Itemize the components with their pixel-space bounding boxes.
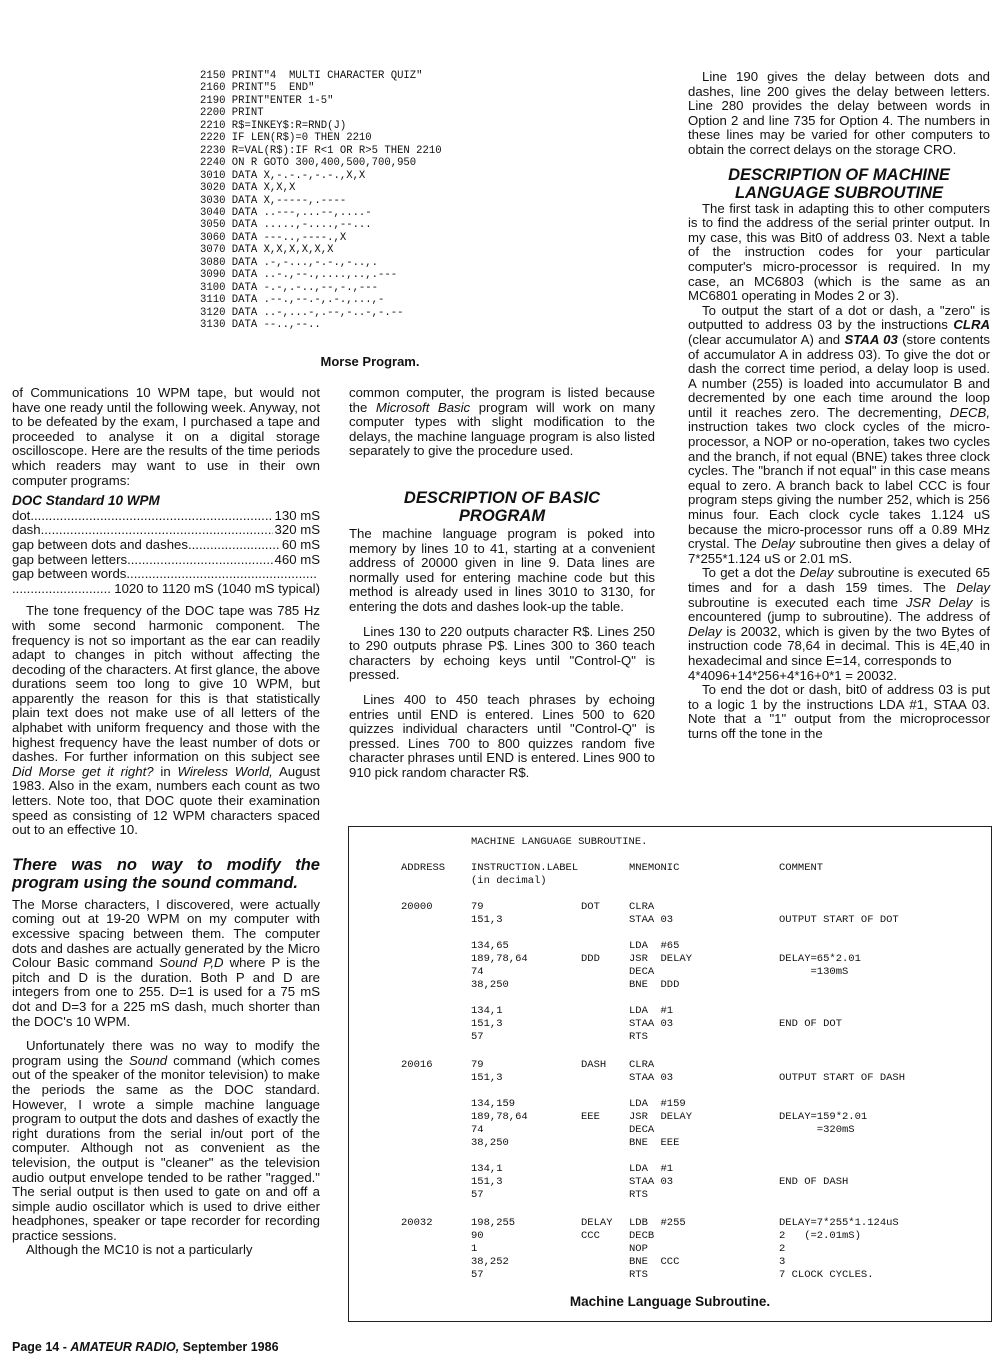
p4-delay1: Delay [799,565,834,581]
ml-cell-mnemonic: LDA #1 [629,1163,674,1175]
listing-line: 3060 DATA ---..,----.,X [200,231,347,244]
ml-cell-comment: OUTPUT START OF DASH [779,1072,906,1084]
ml-cell-label: CCC [581,1230,600,1242]
doc-table-row [12,538,320,553]
tone-end: August 1983. Also in the exam, numbers each count as two letters. Note too, that DOC quote their examination speed as consisting of 12 WPM characters spaced out to an effective 10. [12,763,320,838]
ml-cell-mnemonic: LDA #65 [629,940,680,952]
ml-cell-comment: END OF DASH [779,1176,849,1188]
section-heading-basic: DESCRIPTION OF BASIC PROGRAM [403,488,601,525]
ml-cell-instruction: 74 [471,966,484,978]
p3-a: To output the start of a dot or dash, a "zero" is outputted to address 03 by the instructions [688,302,990,333]
tone-mag: Wireless World, [177,763,273,779]
ml-cell-instruction: 134,65 [471,940,509,952]
listing-line: 3090 DATA ..-.,--.,....,..,.--- [200,269,398,282]
ml-cell-comment: DELAY=65*2.01 [779,953,861,965]
listing-line: 2150 PRINT"4 MULTI CHARACTER QUIZ" [200,70,423,82]
footer-date: September 1986 [182,1340,279,1354]
doc-table-value: 1020 to 1120 mS (1040 mS typical) [114,580,320,596]
ml-cell-mnemonic: RTS [629,1269,648,1281]
ml-cell-instruction: 151,3 [471,1176,503,1188]
p3-c: (store contents of accumulator A in address 03). To give the dot or dash the correct time period, a delay loop is used. A number (255) is loaded into accumulator B and decremented by one each time around the loop until it reaches zero. The decrementing, [688,331,990,420]
listing-line: 3020 DATA X,X,X [200,182,296,195]
unf-cmd: Sound [129,1052,168,1068]
listing-line: 3080 DATA .-,-...,-.-.,-..,. [200,256,379,269]
doc-table-label: gap between words [12,566,127,582]
ml-cell-instruction: 74 [471,1124,484,1136]
doc-table-row [12,523,320,538]
p3-b: (clear accumulator A) and [688,331,841,347]
ml-cell-comment: 2 [779,1243,786,1255]
ml-cell-comment: END OF DOT [779,1018,843,1030]
ml-cell-instruction: 57 [471,1031,484,1043]
footer-page: Page 14 - [12,1340,67,1354]
ml-cell-mnemonic: LDA #159 [629,1098,686,1110]
listing-line: 3050 DATA .....,-....,--... [200,219,372,232]
ml-cell-mnemonic: LDB #255 [629,1217,686,1229]
ml-cell-comment: =320mS [779,1124,855,1136]
p3-clra: CLRA [953,317,990,333]
tone-text: The tone frequency of the DOC tape was 785 Hz with some second harmonic component. The frequency is not so important as the ear can readily adapt to changes in pitch without affecting the decoding of the characters. At first glance, the above durations seem too long to give 10 WPM, but apparently the reason for this is that statistically plain text does not make use of all letters of the alphabet with uniform frequency and those with the highest frequency have the least number of dots or dashes. For further information on this subject see [12,603,320,765]
table-title: DOC Standard 10 WPM [12,493,160,509]
ml-cell-mnemonic: NOP [629,1243,648,1255]
paragraph-basic-3: Lines 400 to 450 teach phrases by echoing entries until END is entered. Lines 500 to 620 quizzes individual characters until "Control-Q" is pressed. Lines 700 to 800 quizzes random five character phrases until END is entered. Lines 900 to 910 pick random character R$. [349,691,655,780]
ml-cell-address: 20032 [401,1217,433,1229]
ml-cell-mnemonic: STAA 03 [629,1018,674,1030]
ml-cell-mnemonic: CLRA [629,901,655,913]
listing-line: 2220 IF LEN(R$)=0 THEN 2210 [200,132,372,145]
paragraph-basic-2: Lines 130 to 220 outputs character R$. Lines 250 to 290 outputs phrase P$. Lines 300 to 360 teach characters by echoing keys until "Control-Q" is pressed. [349,623,655,683]
p4-delay2: Delay [956,580,991,595]
listing-line: 2230 R=VAL(R$):IF R<1 OR R>5 THEN 2210 [200,144,442,157]
listing-caption: Morse Program. [320,354,420,369]
listing-line: 3030 DATA X,-----,.---- [200,194,347,207]
listing-line: 2160 PRINT"5 END" [200,82,315,95]
ml-cell-label: DDD [581,953,600,965]
listing-line: 3040 DATA ..---,...--,....- [200,206,372,219]
doc-table-value [318,567,320,582]
ml-cell-mnemonic: STAA 03 [629,1072,674,1084]
leader-dots [12,582,112,597]
leader-dots [188,538,280,553]
paragraph-output-start [688,304,990,567]
column-1 [12,386,320,1258]
ml-cell-instruction: 1 [471,1243,478,1255]
doc-table-value: 130 mS [274,507,320,523]
paragraph-get-dot [688,566,990,683]
doc-table-label: gap between letters [12,551,128,567]
paragraph-intro: of Communications 10 WPM tape, but would not have one ready until the following week. Anyway, not to be defeated by the exam, I purchased a tape and proceeded to analyse it on a digital storage oscilloscope. Here are the results of the time periods which readers may want to use in their own computer programs: [12,385,320,488]
ml-cell-instruction: 134,1 [471,1005,503,1017]
doc-table-value: 320 mS [274,522,320,538]
doc-table-row [12,509,320,524]
listing-line: 3110 DATA .--.,--.-,.-.,...,- [200,294,385,307]
ml-cell-mnemonic: JSR DELAY [629,953,693,965]
doc-table-row [12,567,320,582]
ml-cell-instruction: 134,1 [471,1163,503,1175]
common-text-a: common computer, the program is listed because the [349,385,655,415]
column-3 [688,70,990,742]
machine-language-table [348,826,992,1322]
ml-cell-comment: =130mS [779,966,849,978]
ml-cell-mnemonic: DECA [629,966,655,978]
section-heading-machine: DESCRIPTION OF MACHINE LANGUAGE SUBROUTINE [728,165,950,202]
paragraph-basic-1: The machine language program is poked into memory by lines 10 to 41, starting at a convenient address of 20000 given in line 9. Data lines are normally used for entering machine code but this method is already used in lines 3010 to 3130, for entering the dots and dashes look-up the table. [349,525,655,614]
doc-table-label: dot [12,507,31,523]
tone-ref: Did Morse get it right? [12,763,154,779]
ml-cell-mnemonic: DECA [629,1124,655,1136]
ml-cell-mnemonic: DECB [629,1230,655,1242]
listing-line: 3100 DATA -.-,.-..,--,-.,--- [200,281,379,294]
ml-header-comment: COMMENT [779,862,824,874]
ml-cell-comment: 2 (=2.01mS) [779,1230,861,1242]
doc-table-label: gap between dots and dashes [12,536,188,552]
p4-b: subroutine is executed 65 times and for a dash 159 times. The [688,565,991,595]
morse-text-a: The Morse characters, I discovered, were actually coming out at 19-20 WPM on my computer with excessive spacing between them. The computer dots and dashes are actually generated by the Micro Colour Basic command [12,896,320,971]
ml-cell-address: 20016 [401,1059,433,1071]
section-heading-sound: There was no way to modify the program using the sound command. [12,855,320,892]
leader-dots [127,553,272,568]
ml-table-title: MACHINE LANGUAGE SUBROUTINE. [471,836,648,848]
listing-line: 3010 DATA X,-.-.-,-.-.,X,X [200,169,366,182]
ml-cell-mnemonic: CLRA [629,1059,655,1071]
common-mb: Microsoft Basic [375,399,471,415]
paragraph-end-dot: To end the dot or dash, bit0 of address 03 is put to a logic 1 by the instructions LDA #1, STAA 03. Note that a "1" output from the microprocessor turns off the tone in the [688,682,990,741]
paragraph-mc10: Although the MC10 is not a particularly [26,1242,253,1258]
paragraph-first-task: The first task in adapting this to other computers is to find the address of the serial printer output. In my case, this was Bit0 of address 03. Next a table of the instruction codes for your particular computer's micro-processor is required. In my case, an MC6803 (which is the same as an MC6801 operating in Modes 2 or 3). [688,200,990,304]
paragraph-line190: Line 190 gives the delay between dots and dashes, line 200 gives the delay between letters. Line 280 provides the delay between words in Option 2 and line 735 for Option 4. The numbers in these lines may be varied for other computers to obtain the correct delays on the storage CRO. [688,69,990,157]
p4-c: subroutine is executed each time [688,594,898,610]
doc-table-row [12,582,320,597]
ml-cell-mnemonic: LDA #1 [629,1005,674,1017]
listing-line: 2210 R$=INKEY$:R=RND(J) [200,119,347,132]
ml-cell-label: DOT [581,901,600,913]
ml-cell-mnemonic: STAA 03 [629,914,674,926]
p4-a: To get a dot the [702,565,796,581]
ml-cell-comment: DELAY=7*255*1.124uS [779,1217,899,1229]
paragraph-common [349,386,655,459]
paragraph-tone [12,604,320,838]
ml-cell-mnemonic: BNE DDD [629,979,680,991]
ml-cell-comment: 3 [779,1256,786,1268]
ml-cell-instruction: 189,78,64 [471,953,528,965]
ml-cell-mnemonic: RTS [629,1189,648,1201]
leader-dots [30,509,272,524]
p4-formula: 4*4096+14*256+4*16+0*1 = 20032. [688,667,898,683]
ml-cell-comment: 7 CLOCK CYCLES. [779,1269,874,1281]
ml-cell-mnemonic: BNE CCC [629,1256,680,1268]
ml-cell-instruction: 151,3 [471,1018,503,1030]
listing-line: 2200 PRINT [200,107,264,120]
common-text-b: program will work on many computer types with slight modification to the delays, the machine language program is also listed separately to give the procedure used. [349,399,655,459]
tone-in: in [160,763,171,779]
p4-d: is encountered (jump to subroutine). The address of [688,594,991,625]
unf-text-b: command (which comes out of the speaker of the monitor television) to make the periods the same as the DOC standard. However, I wrote a simple machine language program to output the dots and dashes of exactly the right durations from the serial in/out port of the computer. Although not as convenient as the television, the output is "cleaner" as the television audio output envelope tended to be rather "ragged." The serial output is then used to gate on and off a simple audio oscillator which is used to drive either headphones, speaker or tape recorder for recording practice sessions. [12,1052,321,1243]
doc-table-value: 460 mS [274,551,320,567]
p4-jsr: JSR Delay [905,594,973,610]
morse-cmd: Sound P,D [159,955,224,971]
ml-cell-comment: DELAY=159*2.01 [779,1111,868,1123]
page-footer [12,1340,279,1354]
ml-cell-instruction: 38,250 [471,1137,509,1149]
ml-cell-mnemonic: BNE EEE [629,1137,680,1149]
doc-table-label: dash [12,522,41,538]
unf-text-a: Unfortunately there was no way to modify the program using the [12,1038,320,1068]
ml-cell-instruction: 57 [471,1189,484,1201]
ml-cell-instruction: 57 [471,1269,484,1281]
ml-cell-mnemonic: JSR DELAY [629,1111,693,1123]
ml-cell-instruction: 79 [471,1059,484,1071]
p3-decb: DECB, [949,404,990,420]
leader-dots [41,523,273,538]
ml-cell-instruction: 198,255 [471,1217,516,1229]
listing-line: 3130 DATA --..,--.. [200,319,321,332]
ml-cell-label: DELAY [581,1217,613,1229]
doc-table-row [12,553,320,568]
listing-line: 3120 DATA ..-,...-,.--,-..-,-.-- [200,306,404,319]
ml-header-mnemonic: MNEMONIC [629,862,680,874]
ml-cell-instruction: 134,159 [471,1098,516,1110]
listing-line: 3070 DATA X,X,X,X,X,X [200,244,334,257]
ml-cell-instruction: 151,3 [471,914,503,926]
footer-mag: AMATEUR RADIO, [70,1340,180,1354]
ml-cell-mnemonic: STAA 03 [629,1176,674,1188]
ml-header-sub: (in decimal) [471,875,547,887]
p3-delay: Delay [761,536,795,552]
paragraph-morse [12,898,320,1029]
ml-cell-instruction: 38,252 [471,1256,509,1268]
listing-line: 2240 ON R GOTO 300,400,500,700,950 [200,157,417,170]
paragraph-unfortunately [12,1039,320,1243]
doc-table-value: 60 mS [281,536,320,552]
ml-header-instruction: INSTRUCTION.LABEL [471,862,579,874]
morse-text-b: where P is the pitch and D is the duration. Both P and D are integers from one to 255. D=1 is used for a 75 mS dot and D=3 for a 225 mS dash, much shorter than the DOC's 10 WPM. [12,955,320,1029]
ml-cell-label: EEE [581,1111,600,1123]
p3-staa: STAA 03 [844,331,898,347]
p3-d: instruction takes two clock cycles of the micro-processor, a NOP or no-operation, takes two cycles and the branch, if not equal (BNE) takes three clock cycles. The "branch if not equal" in this case means equal to zero. A branch back to label CCC is four program steps giving the number 252, which is 256 minus four. Each clock cycle takes 1.124 uS because the micro-processor runs off a 0.89 MHz crystal. The [688,419,991,552]
ml-cell-instruction: 79 [471,901,484,913]
basic-listing [200,70,520,332]
ml-cell-instruction: 38,250 [471,979,509,991]
ml-cell-comment: OUTPUT START OF DOT [779,914,899,926]
column-2 [349,386,655,780]
ml-cell-mnemonic: RTS [629,1031,648,1043]
p4-delay3: Delay [688,623,722,639]
doc-standard-table [12,509,320,597]
ml-cell-label: DASH [581,1059,607,1071]
p4-e: is 20032, which is given by the two Bytes of instruction code 78,64 in decimal. This is 4E,40 in hexadecimal and since E=14, corresponds to [688,623,990,668]
leader-dots [126,567,318,582]
ml-cell-instruction: 151,3 [471,1072,503,1084]
ml-cell-instruction: 90 [471,1230,484,1242]
ml-header-address: ADDRESS [401,862,446,874]
p3-e: subroutine then gives a delay of 7*255*1.124 uS or 2.01 mS. [688,536,990,566]
ml-table-caption: Machine Language Subroutine. [569,1294,771,1309]
ml-cell-instruction: 189,78,64 [471,1111,528,1123]
ml-cell-address: 20000 [401,901,433,913]
listing-line: 2190 PRINT"ENTER 1-5" [200,94,334,107]
